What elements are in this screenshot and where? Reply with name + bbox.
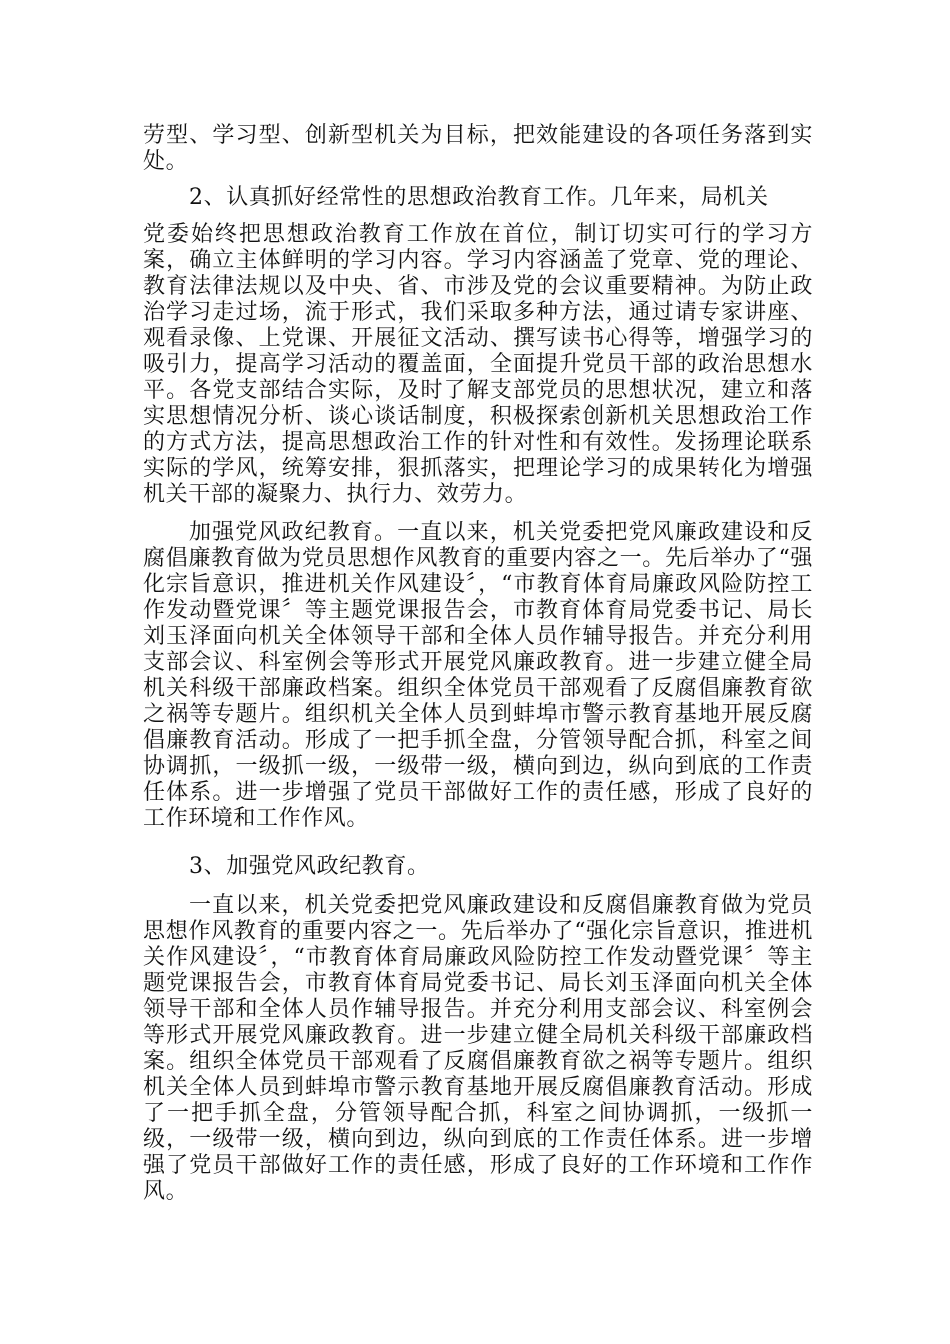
section-2-heading-paragraph: 2、认真抓好经常性的思想政治教育工作。几年来，局机关 [189, 185, 769, 210]
paragraph-party-discipline-1: 加强党风政纪教育。一直以来，机关党委把党风廉政建设和反腐倡廉教育做为党员思想作风教育的重要内容之一。先后举办了“强化宗旨意识，推进机关作风建设〞，“市教育体育局廉政风险防控工作发动暨党课〞等主题党课报告会，市教育体育局党委书记、局长刘玉泽面向机关全体领导干部和全体人员作辅导报告。并充分利用支部会议、科室例会等形式开展党风廉政教育。进一步建立健全局机关科级干部廉政档案。组织全体党员干部观看了反腐倡廉教育欲之祸等专题片。组织机关全体人员到蚌埠市警示教育基地开展反腐倡廉教育活动。形成了一把手抓全盘，分管领导配合抓，科室之间协调抓，一级抓一级，一级带一级，横向到边，纵向到底的工作责任体系。进一步增强了党员干部做好工作的责任感，形成了良好的工作环境和工作作风。 [143, 520, 813, 831]
paragraph-continuation: 劳型、学习型、创新型机关为目标，把效能建设的各项任务落到实处。 [143, 123, 813, 174]
paragraph-ideological-education: 党委始终把思想政治教育工作放在首位，制订切实可行的学习方案，确立主体鲜明的学习内容。学习内容涵盖了党章、党的理论、教育法律法规以及中央、省、市涉及党的会议重要精神。为防止政治学习走过场，流于形式，我们采取多种方法，通过请专家讲座、观看录像、上党课、开展征文活动、撰写读书心得等，增强学习的吸引力，提高学习活动的覆盖面，全面提升党员干部的政治思想水平。各党支部结合实际，及时了解支部党员的思想状况，建立和落实思想情况分析、谈心谈话制度，积极探索创新机关思想政治工作的方式方法，提高思想政治工作的针对性和有效性。发扬理论联系实际的学风，统筹安排，狠抓落实，把理论学习的成果转化为增强机关干部的凝聚力、执行力、效劳力。 [143, 222, 813, 507]
paragraph-party-discipline-2: 一直以来，机关党委把党风廉政建设和反腐倡廉教育做为党员思想作风教育的重要内容之一。先后举办了“强化宗旨意识，推进机关作风建设〞，“市教育体育局廉政风险防控工作发动暨党课〞等主题党课报告会，市教育体育局党委书记、局长刘玉泽面向机关全体领导干部和全体人员作辅导报告。并充分利用支部会议、科室例会等形式开展党风廉政教育。进一步建立健全局机关科级干部廉政档案。组织全体党员干部观看了反腐倡廉教育欲之祸等专题片。组织机关全体人员到蚌埠市警示教育基地开展反腐倡廉教育活动。形成了一把手抓全盘，分管领导配合抓，科室之间协调抓，一级抓一级，一级带一级，横向到边，纵向到底的工作责任体系。进一步增强了党员干部做好工作的责任感，形成了良好的工作环境和工作作风。 [143, 893, 813, 1204]
section-3-heading: 3、加强党风政纪教育。 [189, 854, 430, 879]
